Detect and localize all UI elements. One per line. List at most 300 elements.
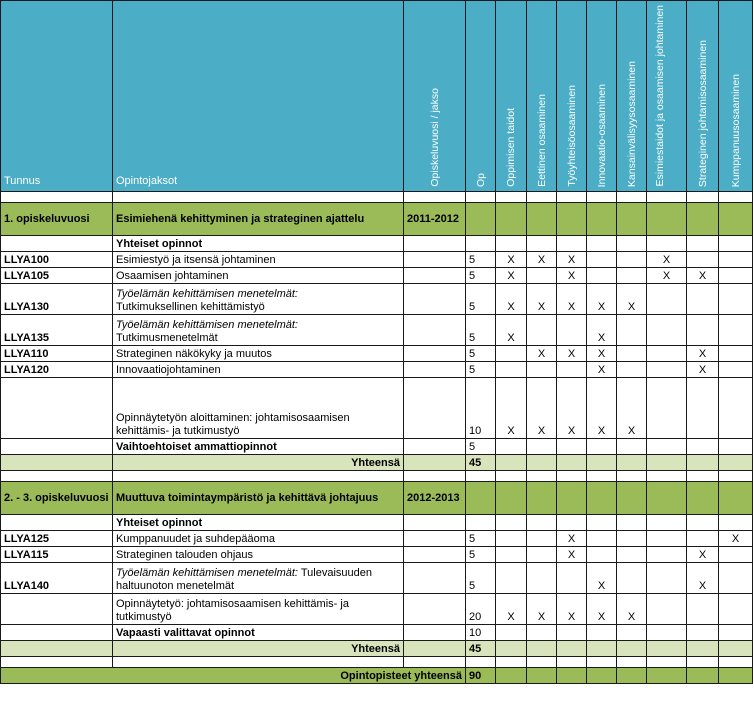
competency-mark: [647, 346, 687, 362]
competency-mark: [647, 362, 687, 378]
competency-mark: X: [617, 284, 647, 315]
competency-mark: X: [496, 378, 527, 439]
empty-cell: [617, 515, 647, 531]
competency-mark: X: [687, 362, 719, 378]
empty-cell: [719, 471, 753, 482]
competency-mark: [617, 346, 647, 362]
empty-cell: [404, 657, 466, 668]
empty-cell: [687, 439, 719, 455]
competency-mark: X: [719, 531, 753, 547]
empty-cell: [404, 252, 466, 268]
course-name-text: Innovaatiojohtaminen: [116, 364, 221, 376]
empty-cell: [404, 315, 466, 346]
competency-mark: [647, 594, 687, 625]
empty-cell: [719, 668, 753, 684]
section-label: 1. opiskeluvuosi: [1, 203, 113, 236]
empty-cell: [687, 203, 719, 236]
course-code: LLYA130: [1, 284, 113, 315]
empty-cell: [647, 657, 687, 668]
competency-mark: X: [527, 378, 557, 439]
empty-cell: [587, 625, 617, 641]
empty-cell: [496, 482, 527, 515]
empty-cell: [687, 641, 719, 657]
course-method-prefix: Työelämän kehittämisen menetelmät:: [116, 567, 298, 579]
header-competency-text: Kansainvälisyysosaaminen: [625, 60, 638, 187]
empty-cell: [527, 641, 557, 657]
header-opintojaksot: Opintojaksot: [113, 1, 404, 192]
competency-mark: X: [527, 252, 557, 268]
competency-mark: [527, 362, 557, 378]
empty-cell: [617, 236, 647, 252]
competency-mark: [617, 563, 647, 594]
competency-mark: X: [557, 252, 587, 268]
competency-mark: X: [647, 268, 687, 284]
competency-mark: X: [557, 594, 587, 625]
header-competency-text: Strateginen johtamisosaaminen: [696, 39, 709, 187]
common-studies-row: [1, 236, 753, 252]
empty-cell: [687, 482, 719, 515]
table-row: [1, 315, 753, 346]
thesis-row: [1, 378, 753, 439]
empty-cell: [719, 482, 753, 515]
empty-cell: [496, 625, 527, 641]
empty-cell: [617, 668, 647, 684]
empty-cell: [527, 625, 557, 641]
competency-mark: X: [687, 268, 719, 284]
competency-mark: X: [587, 284, 617, 315]
empty-cell: [404, 268, 466, 284]
competency-mark: X: [557, 547, 587, 563]
empty-cell: [687, 471, 719, 482]
empty-cell: [527, 439, 557, 455]
empty-cell: [496, 203, 527, 236]
empty-cell: [617, 471, 647, 482]
competency-mark: [719, 594, 753, 625]
empty-cell: [719, 192, 753, 203]
empty-cell: [496, 236, 527, 252]
competency-mark: [557, 315, 587, 346]
empty-cell: [687, 455, 719, 471]
course-name-text: Kumppanuudet ja suhdepääoma: [116, 533, 276, 545]
competency-mark: [719, 362, 753, 378]
total-op: 45: [466, 455, 496, 471]
empty-cell: [404, 563, 466, 594]
empty-cell: [404, 439, 466, 455]
course-op: 5: [466, 284, 496, 315]
header-competency-text: Työyhteisöosaaminen: [565, 85, 578, 187]
competency-mark: [527, 268, 557, 284]
competency-mark: X: [527, 284, 557, 315]
competency-mark: [617, 547, 647, 563]
empty-cell: [587, 203, 617, 236]
section-label: 2. - 3. opiskeluvuosi: [1, 482, 113, 515]
competency-mark: [617, 531, 647, 547]
empty-cell: [527, 203, 557, 236]
empty-cell: [557, 668, 587, 684]
competency-mark: [647, 284, 687, 315]
empty-cell: [113, 192, 404, 203]
course-code: LLYA100: [1, 252, 113, 268]
section-years: 2011-2012: [404, 203, 466, 236]
empty-cell: [527, 482, 557, 515]
course-name: [113, 531, 404, 547]
empty-cell: [404, 236, 466, 252]
empty-cell: [527, 515, 557, 531]
empty-cell: [527, 236, 557, 252]
competency-mark: [719, 268, 753, 284]
elective-op: 5: [466, 439, 496, 455]
elective-name: Vapaasti valittavat opinnot: [113, 625, 404, 641]
competency-mark: X: [496, 284, 527, 315]
empty-cell: [687, 515, 719, 531]
empty-cell: [527, 471, 557, 482]
empty-cell: [466, 192, 496, 203]
empty-cell: [647, 482, 687, 515]
table-row: [1, 531, 753, 547]
course-name: [113, 547, 404, 563]
header-vuosi: [404, 1, 466, 192]
empty-cell: [1, 192, 113, 203]
competency-mark: [496, 362, 527, 378]
table-row: [1, 284, 753, 315]
course-op: 5: [466, 346, 496, 362]
empty-cell: [496, 657, 527, 668]
header-competency-6: [647, 1, 687, 192]
header-competency-text: Innovaatio-osaaminen: [595, 83, 608, 187]
course-code: LLYA110: [1, 346, 113, 362]
competency-mark: [647, 563, 687, 594]
competency-mark: X: [587, 594, 617, 625]
empty-cell: [404, 455, 466, 471]
header-vuosi-text: Opiskeluvuosi / jakso: [428, 88, 441, 187]
competency-mark: [719, 547, 753, 563]
empty-cell: [1, 657, 113, 668]
empty-cell: [647, 515, 687, 531]
competency-mark: [687, 531, 719, 547]
header-competency-4: [587, 1, 617, 192]
header-competency-3: [557, 1, 587, 192]
course-name: [113, 284, 404, 315]
header-competency-5: [617, 1, 647, 192]
competency-mark: [587, 547, 617, 563]
header-competency-text: Eettinen osaaminen: [535, 94, 548, 187]
competency-mark: [496, 563, 527, 594]
empty-cell: [527, 192, 557, 203]
section-title: Esimiehenä kehittyminen ja strateginen ajattelu: [113, 203, 404, 236]
competency-mark: [687, 252, 719, 268]
empty-cell: [617, 455, 647, 471]
empty-cell: [1, 236, 113, 252]
course-name-text: Tutkimusmenetelmät: [116, 332, 218, 344]
header-competency-2: [527, 1, 557, 192]
total-op: 45: [466, 641, 496, 657]
competency-mark: [557, 563, 587, 594]
empty-cell: [466, 657, 496, 668]
empty-cell: [719, 439, 753, 455]
table-row: [1, 362, 753, 378]
empty-cell: [496, 439, 527, 455]
empty-cell: [647, 668, 687, 684]
empty-cell: [404, 547, 466, 563]
empty-cell: [404, 531, 466, 547]
course-op: 5: [466, 268, 496, 284]
competency-mark: X: [587, 346, 617, 362]
empty-cell: [496, 668, 527, 684]
competency-mark: [687, 315, 719, 346]
spacer-row: [1, 192, 753, 203]
empty-cell: [719, 515, 753, 531]
competency-mark: [617, 252, 647, 268]
competency-mark: [719, 563, 753, 594]
competency-mark: [557, 362, 587, 378]
competency-mark: X: [557, 378, 587, 439]
competency-mark: [617, 268, 647, 284]
empty-cell: [587, 515, 617, 531]
competency-mark: X: [587, 315, 617, 346]
section-header-row: [1, 203, 753, 236]
table-row: [1, 563, 753, 594]
thesis-name: Opinnäytetyö: johtamisosaamisen kehittämis- ja tutkimustyö: [113, 594, 404, 625]
thesis-row: [1, 594, 753, 625]
header-row: [1, 1, 753, 192]
competency-mark: X: [496, 315, 527, 346]
competency-mark: [647, 378, 687, 439]
empty-cell: [687, 192, 719, 203]
section-title: Muuttuva toimintaympäristö ja kehittävä johtajuus: [113, 482, 404, 515]
competency-mark: [496, 531, 527, 547]
course-code: LLYA120: [1, 362, 113, 378]
empty-cell: [557, 515, 587, 531]
table-row: [1, 346, 753, 362]
competency-mark: X: [557, 531, 587, 547]
header-competency-7: [687, 1, 719, 192]
empty-cell: [1, 378, 113, 439]
thesis-op: 20: [466, 594, 496, 625]
competency-mark: X: [557, 346, 587, 362]
course-op: 5: [466, 362, 496, 378]
empty-cell: [466, 236, 496, 252]
competency-mark: [587, 531, 617, 547]
empty-cell: [404, 625, 466, 641]
competency-mark: X: [617, 378, 647, 439]
empty-cell: [496, 515, 527, 531]
course-code: LLYA135: [1, 315, 113, 346]
competency-mark: [496, 346, 527, 362]
empty-cell: [557, 641, 587, 657]
course-code: LLYA115: [1, 547, 113, 563]
competency-mark: [587, 268, 617, 284]
table-row: [1, 547, 753, 563]
common-studies-row: [1, 515, 753, 531]
empty-cell: [617, 657, 647, 668]
empty-cell: [719, 641, 753, 657]
empty-cell: [687, 657, 719, 668]
competency-mark: X: [496, 268, 527, 284]
course-method-prefix: Työelämän kehittämisen menetelmät:: [116, 319, 298, 331]
header-competency-text: Esimiestaidot ja osaamisen johtaminen: [653, 5, 666, 187]
competency-mark: [527, 315, 557, 346]
elective-row: [1, 439, 753, 455]
empty-cell: [404, 515, 466, 531]
header-competency-text: Kumppanuusosaaminen: [729, 73, 742, 187]
header-op: [466, 1, 496, 192]
competency-mark: X: [687, 346, 719, 362]
empty-cell: [587, 482, 617, 515]
empty-cell: [687, 668, 719, 684]
total-label: Yhteensä: [113, 455, 404, 471]
total-row: [1, 641, 753, 657]
header-op-text: Op: [474, 172, 487, 187]
empty-cell: [1, 515, 113, 531]
competency-mark: [527, 547, 557, 563]
empty-cell: [587, 439, 617, 455]
empty-cell: [719, 625, 753, 641]
course-name-text: Strateginen talouden ohjaus: [116, 549, 253, 561]
section-years: 2012-2013: [404, 482, 466, 515]
competency-mark: [587, 252, 617, 268]
course-name: [113, 362, 404, 378]
course-name-text: Tulevaisuuden: [300, 567, 372, 579]
empty-cell: [647, 236, 687, 252]
competency-mark: [719, 284, 753, 315]
empty-cell: [404, 594, 466, 625]
competency-mark: X: [587, 362, 617, 378]
empty-cell: [557, 236, 587, 252]
course-name-text: Osaamisen johtaminen: [116, 270, 229, 282]
competency-mark: X: [527, 346, 557, 362]
empty-cell: [1, 439, 113, 455]
competency-mark: [617, 362, 647, 378]
competency-mark: X: [557, 268, 587, 284]
competency-mark: X: [527, 594, 557, 625]
empty-cell: [404, 362, 466, 378]
spacer-row: [1, 471, 753, 482]
empty-cell: [587, 236, 617, 252]
course-name: [113, 268, 404, 284]
empty-cell: [617, 641, 647, 657]
empty-cell: [496, 455, 527, 471]
grand-total-op: 90: [466, 668, 496, 684]
header-tunnus: Tunnus: [1, 1, 113, 192]
competency-mark: [496, 547, 527, 563]
empty-cell: [1, 471, 113, 482]
header-competency-1: [496, 1, 527, 192]
empty-cell: [1, 641, 113, 657]
empty-cell: [617, 625, 647, 641]
course-code: LLYA125: [1, 531, 113, 547]
grand-total-row: [1, 668, 753, 684]
empty-cell: [647, 641, 687, 657]
competency-mark: X: [617, 594, 647, 625]
empty-cell: [557, 203, 587, 236]
empty-cell: [557, 657, 587, 668]
thesis-op: 10: [466, 378, 496, 439]
empty-cell: [466, 482, 496, 515]
empty-cell: [647, 471, 687, 482]
empty-cell: [557, 471, 587, 482]
grand-total-label: Opintopisteet yhteensä: [1, 668, 466, 684]
thesis-name: Opinnäytetyön aloittaminen: johtamisosaamisen kehittämis- ja tutkimustyö: [113, 378, 404, 439]
course-op: 5: [466, 315, 496, 346]
empty-cell: [587, 471, 617, 482]
header-competency-text: Oppimisen taidot: [505, 108, 517, 187]
elective-row: [1, 625, 753, 641]
course-op: 5: [466, 252, 496, 268]
course-method-prefix: Työelämän kehittämisen menetelmät:: [116, 288, 298, 300]
course-code: LLYA140: [1, 563, 113, 594]
competency-mark: [719, 315, 753, 346]
competency-mark: X: [587, 563, 617, 594]
empty-cell: [647, 625, 687, 641]
competency-mark: X: [557, 284, 587, 315]
empty-cell: [496, 192, 527, 203]
course-name: [113, 346, 404, 362]
empty-cell: [404, 284, 466, 315]
header-competency-8: [719, 1, 753, 192]
empty-cell: [617, 203, 647, 236]
course-name-text: Strateginen näkökyky ja muutos: [116, 348, 272, 360]
competency-mark: [687, 284, 719, 315]
course-name-text: Tutkimuksellinen kehittämistyö: [116, 301, 265, 313]
common-studies-label: Yhteiset opinnot: [113, 515, 404, 531]
empty-cell: [496, 641, 527, 657]
competency-mark: [527, 531, 557, 547]
empty-cell: [404, 346, 466, 362]
empty-cell: [719, 657, 753, 668]
competency-mark: [647, 315, 687, 346]
empty-cell: [557, 192, 587, 203]
empty-cell: [557, 625, 587, 641]
empty-cell: [587, 455, 617, 471]
empty-cell: [617, 482, 647, 515]
empty-cell: [557, 455, 587, 471]
course-op: 5: [466, 547, 496, 563]
empty-cell: [527, 657, 557, 668]
course-name: [113, 252, 404, 268]
empty-cell: [719, 203, 753, 236]
competency-mark: X: [587, 378, 617, 439]
total-label: Yhteensä: [113, 641, 404, 657]
competency-mark: [647, 531, 687, 547]
empty-cell: [557, 439, 587, 455]
competency-mark: [719, 346, 753, 362]
empty-cell: [466, 515, 496, 531]
competency-mark: X: [496, 594, 527, 625]
total-row: [1, 455, 753, 471]
empty-cell: [687, 625, 719, 641]
competency-mark: [719, 378, 753, 439]
empty-cell: [404, 471, 466, 482]
empty-cell: [687, 236, 719, 252]
empty-cell: [1, 594, 113, 625]
empty-cell: [404, 378, 466, 439]
empty-cell: [647, 192, 687, 203]
empty-cell: [719, 455, 753, 471]
competency-mark: [687, 594, 719, 625]
empty-cell: [557, 482, 587, 515]
empty-cell: [719, 236, 753, 252]
competency-mark: X: [647, 252, 687, 268]
empty-cell: [587, 192, 617, 203]
course-name: [113, 315, 404, 346]
course-op: 5: [466, 531, 496, 547]
course-code: LLYA105: [1, 268, 113, 284]
competency-mark: [617, 315, 647, 346]
table-row: [1, 252, 753, 268]
spacer-row: [1, 657, 753, 668]
empty-cell: [587, 657, 617, 668]
empty-cell: [1, 455, 113, 471]
